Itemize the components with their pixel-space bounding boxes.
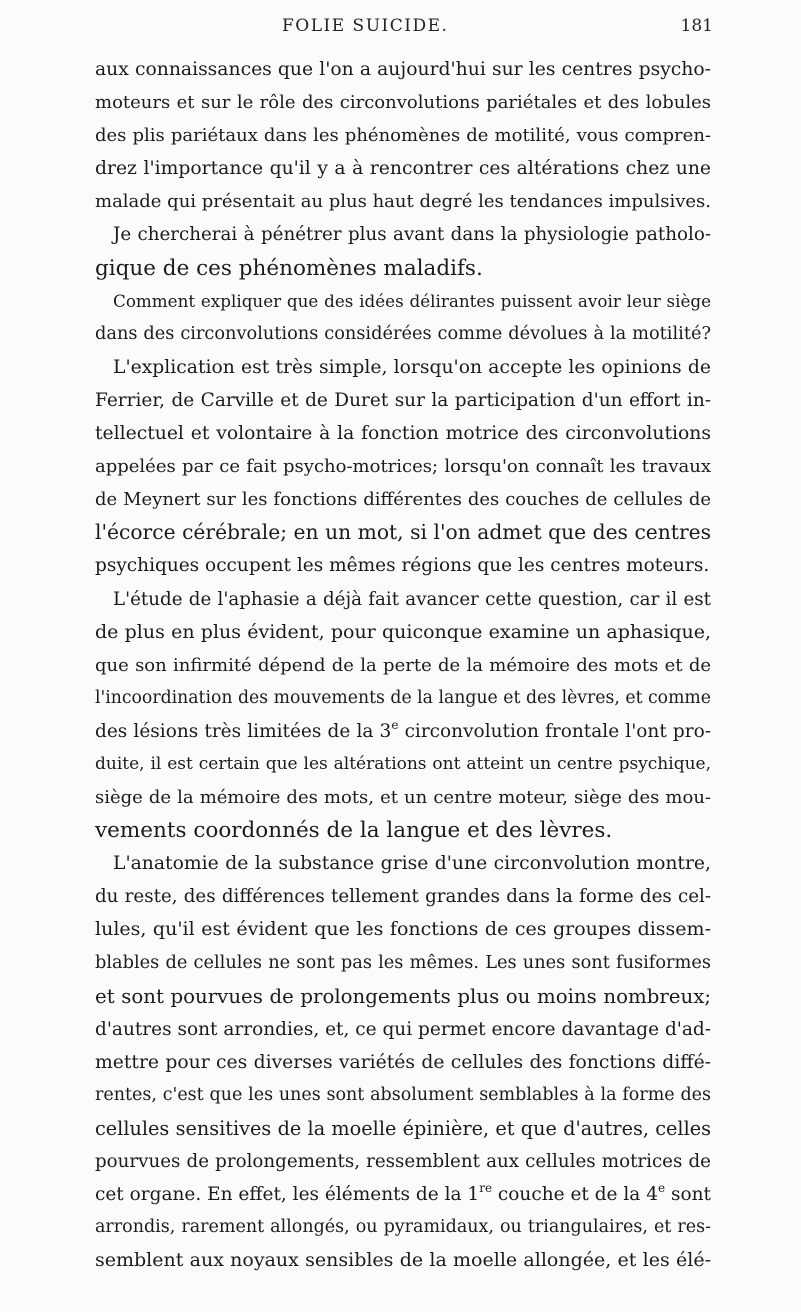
- ordinal-superscript: e: [391, 717, 399, 732]
- text-line: Je chercherai à pénétrer plus avant dans la physiologie patholo-: [113, 224, 711, 246]
- text-line: d'autres sont arrondies, et, ce qui permet encore davantage d'ad-: [95, 1018, 711, 1040]
- text-line: semblent aux noyaux sensibles de la moelle allongée, et les élé-: [95, 1249, 711, 1272]
- text-fragment: sont: [665, 1184, 711, 1206]
- text-line: drez l'importance qu'il y a à rencontrer ces altérations chez une: [95, 158, 711, 180]
- body-text: [95, 53, 711, 1277]
- text-line: l'écorce cérébrale; en un mot, si l'on admet que des centres: [95, 520, 711, 545]
- ordinal-superscript: re: [479, 1181, 493, 1196]
- text-line: Ferrier, de Carville et de Duret sur la participation d'un effort in-: [95, 389, 711, 411]
- text-line: psychiques occupent les mêmes régions que les centres moteurs.: [95, 555, 710, 577]
- text-line: tellectuel et volontaire à la fonction motrice des circonvolutions: [95, 423, 711, 445]
- text-line: L'explication est très simple, lorsqu'on accepte les opinions de: [113, 356, 711, 378]
- text-line: malade qui présentait au plus haut degré les tendances impulsives.: [95, 191, 711, 213]
- text-line: [95, 715, 711, 748]
- running-head: [0, 16, 801, 40]
- text-line: de plus en plus évident, pour quiconque examine un aphasique,: [95, 620, 711, 643]
- text-line: arrondis, rarement allongés, ou pyramidaux, ou triangulaires, et res-: [95, 1217, 711, 1238]
- text-line: pourvues de prolongements, ressemblent aux cellules motrices de: [95, 1151, 711, 1173]
- text-line: l'incoordination des mouvements de la langue et des lèvres, et comme: [95, 687, 711, 708]
- text-fragment: des lésions très limitées de la 3: [95, 720, 392, 742]
- text-fragment: couche et de la 4: [492, 1184, 658, 1206]
- text-line: [95, 1178, 711, 1211]
- text-line: appelées par ce fait psycho-motrices; lorsqu'on connaît les travaux: [95, 456, 711, 478]
- text-line: vements coordonnés de la langue et des lèvres.: [95, 818, 613, 844]
- text-fragment: cet organe. En effet, les éléments de la 1: [95, 1184, 480, 1206]
- text-line: de Meynert sur les fonctions différentes des couches de cellules de: [95, 489, 711, 511]
- text-line: aux connaissances que l'on a aujourd'hui sur les centres psycho-: [95, 59, 711, 80]
- text-line: moteurs et sur le rôle des circonvolutions pariétales et des lobules: [95, 92, 711, 114]
- running-head-title: FOLIE SUICIDE.: [282, 16, 449, 36]
- text-line: des plis pariétaux dans les phénomènes de motilité, vous compren-: [95, 125, 711, 147]
- page-number: 181: [680, 16, 713, 36]
- text-line: cellules sensitives de la moelle épinière, et que d'autres, celles: [95, 1117, 711, 1140]
- text-line: blables de cellules ne sont pas les mêmes. Les unes sont fusiformes: [95, 952, 711, 973]
- ordinal-superscript: e: [658, 1181, 666, 1196]
- text-line: L'étude de l'aphasie a déjà fait avancer cette question, car il est: [113, 588, 711, 610]
- text-line: gique de ces phénomènes maladifs.: [95, 255, 483, 281]
- text-line: et sont pourvues de prolongements plus ou moins nombreux;: [95, 984, 711, 1008]
- text-line: duite, il est certain que les altérations ont atteint un centre psychique,: [95, 753, 711, 774]
- text-line: Comment expliquer que des idées délirantes puissent avoir leur siège: [113, 290, 711, 311]
- text-line: que son infirmité dépend de la perte de la mémoire des mots et de: [95, 654, 711, 676]
- text-line: rentes, c'est que les unes sont absolument semblables à la forme des: [95, 1084, 711, 1105]
- text-line: du reste, des différences tellement grandes dans la forme des cel-: [95, 886, 711, 908]
- text-line: mettre pour ces diverses variétés de cellules des fonctions diffé-: [95, 1051, 711, 1073]
- text-fragment: circonvolution frontale l'ont pro-: [398, 720, 711, 742]
- text-line: siège de la mémoire des mots, et un centre moteur, siège des mou-: [95, 787, 711, 809]
- text-line: lules, qu'il est évident que les fonctions de ces groupes dissem-: [95, 918, 711, 941]
- text-line: dans des circonvolutions considérées comme dévolues à la motilité?: [95, 323, 711, 344]
- text-line: L'anatomie de la substance grise d'une circonvolution montre,: [113, 853, 711, 875]
